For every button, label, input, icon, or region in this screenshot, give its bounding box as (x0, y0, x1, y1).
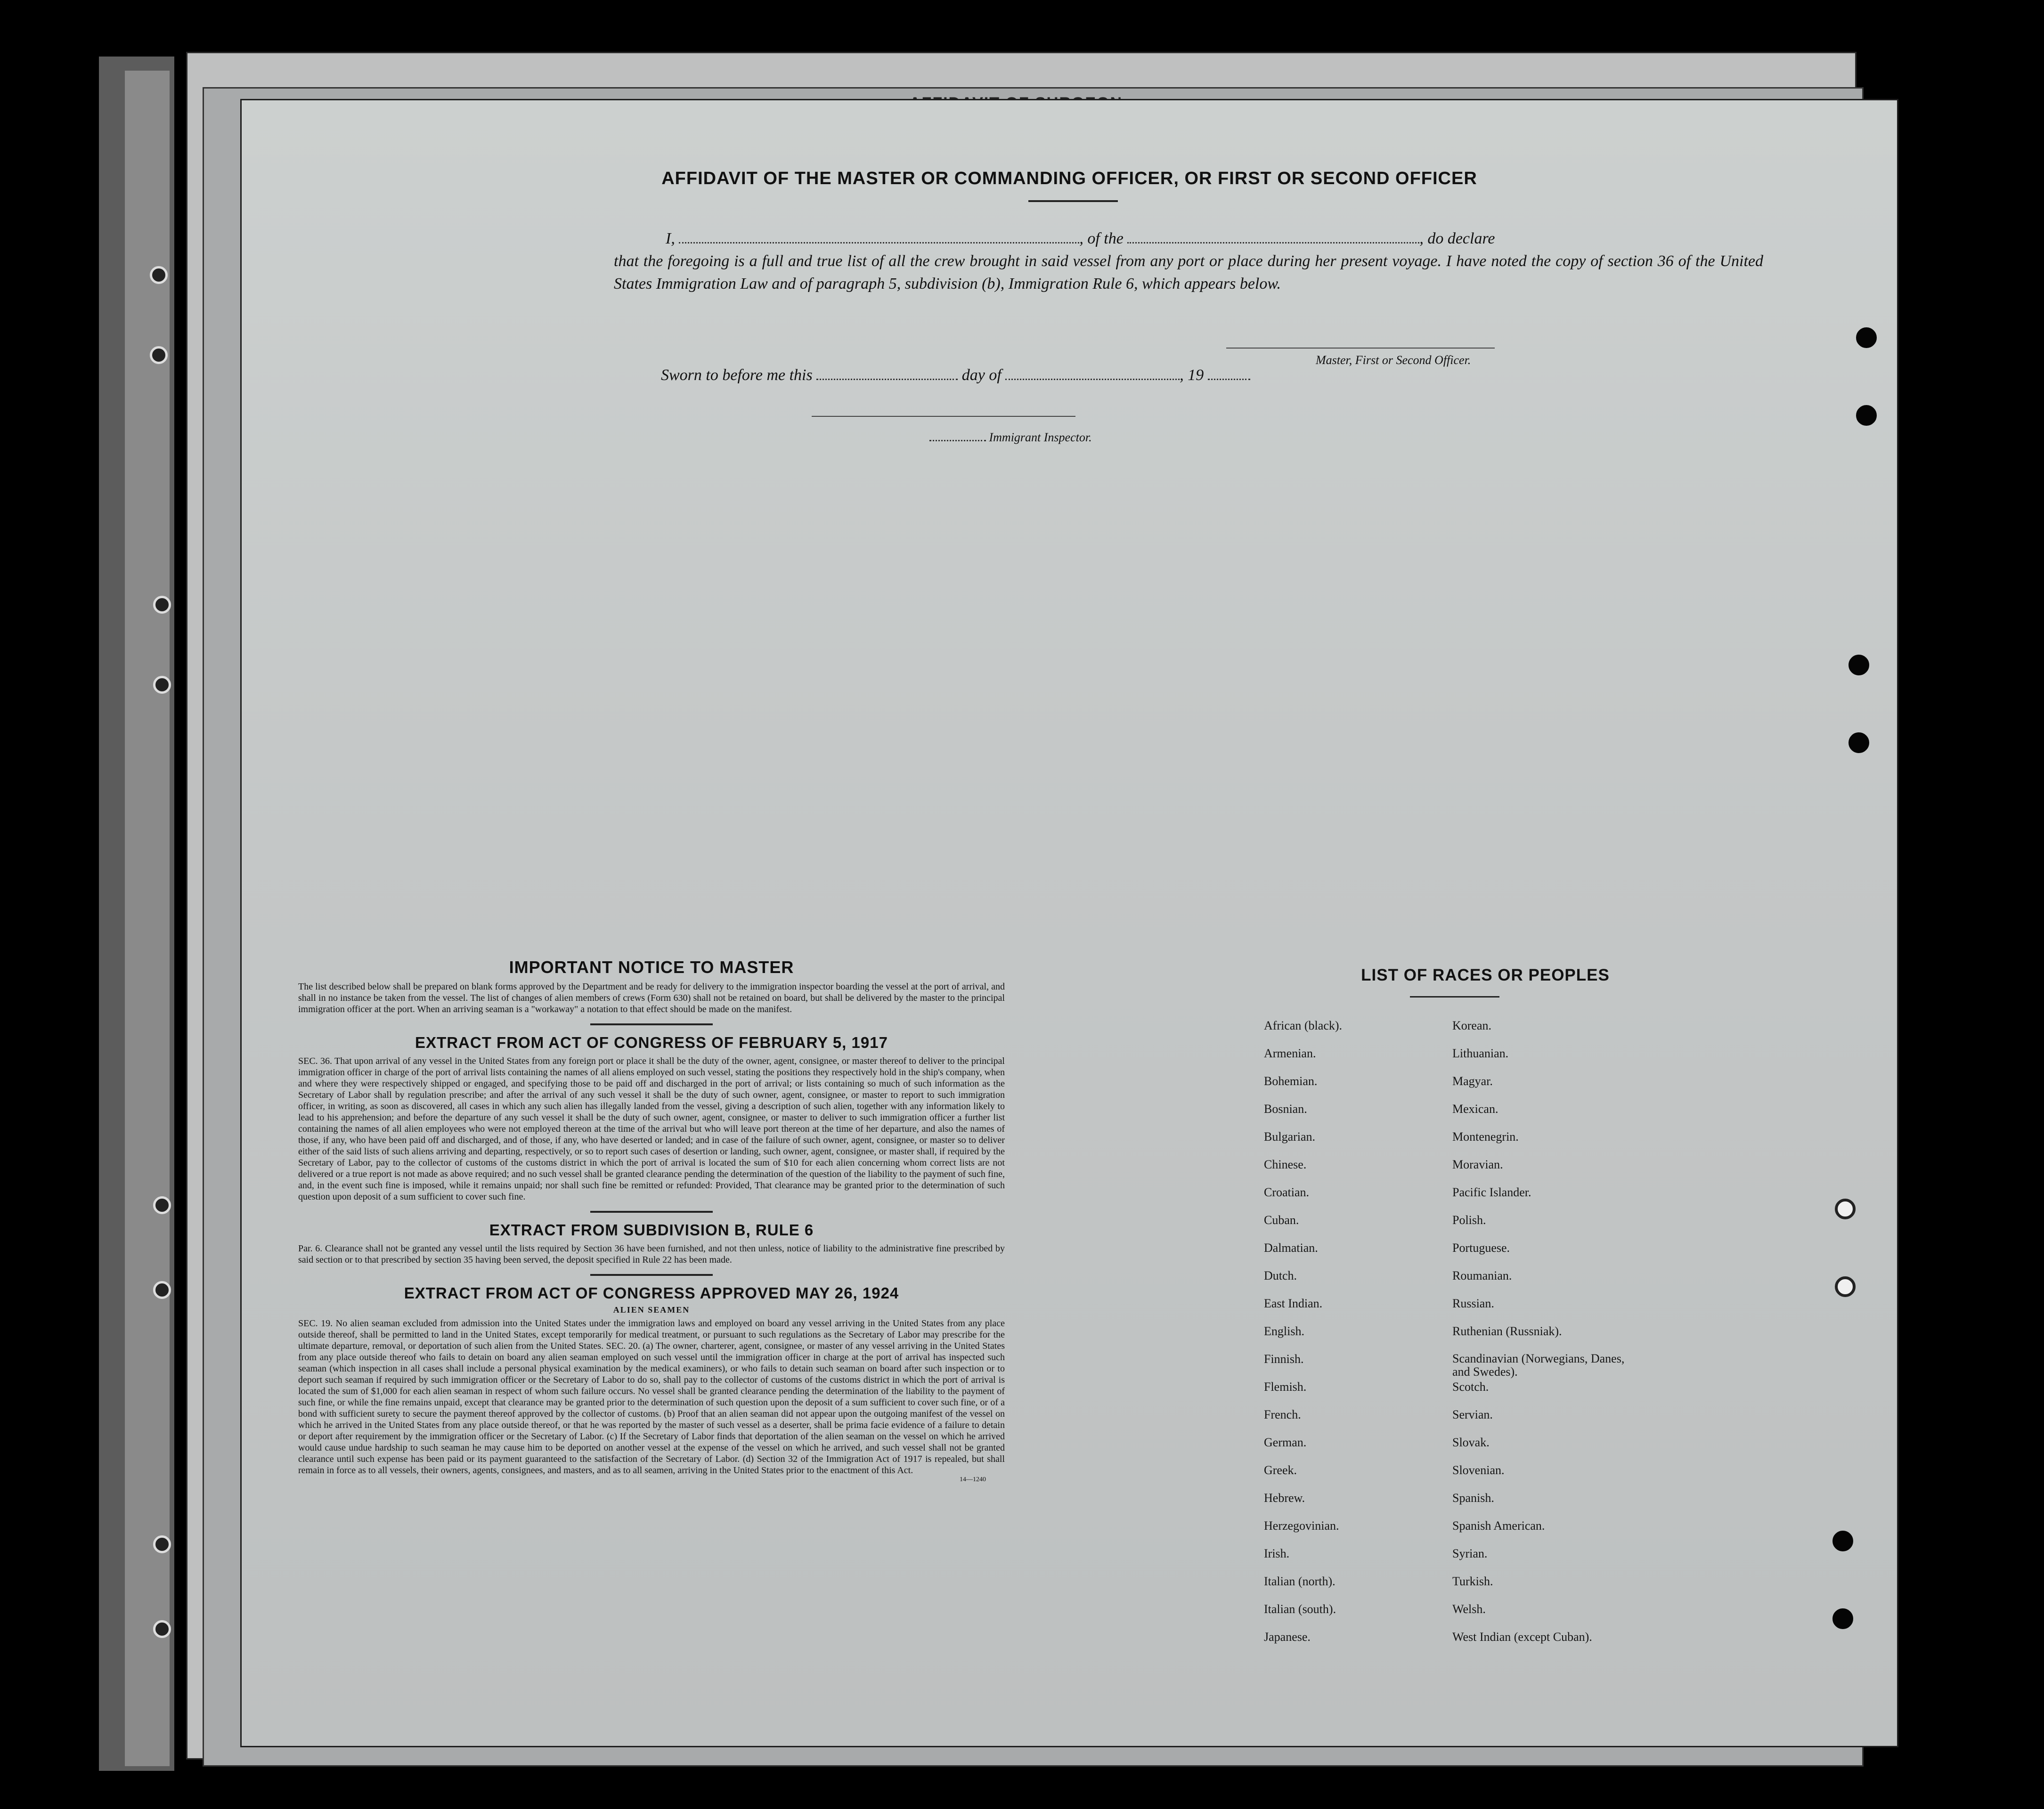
affidavit-title: AFFIDAVIT OF THE MASTER OR COMMANDING OFFICER, OR FIRST OR SECOND OFFICER (661, 169, 1477, 188)
extract1-title: EXTRACT FROM ACT OF CONGRESS OF FEBRUARY 5, 1917 (415, 1034, 888, 1051)
race-item: Spanish. (1452, 1491, 1494, 1505)
sworn-day: day of (961, 366, 1002, 384)
race-item: Pacific Islander. (1452, 1185, 1531, 1199)
punch-hole-icon (1832, 1531, 1853, 1551)
extract2-title: EXTRACT FROM SUBDIVISION B, RULE 6 (489, 1221, 814, 1239)
notice-title: IMPORTANT NOTICE TO MASTER (509, 957, 794, 977)
extract3-subtitle: ALIEN SEAMEN (613, 1305, 690, 1314)
signature-label: Master, First or Second Officer. (1316, 353, 1471, 367)
affidavit-of-the: , of the (1079, 230, 1124, 247)
race-item: Magyar. (1452, 1074, 1493, 1088)
binder-ring-icon (153, 596, 171, 614)
notices-column (298, 957, 1005, 1484)
sworn-prefix: Sworn to before me this (661, 366, 813, 384)
binder-ring-icon (153, 1620, 171, 1638)
race-item: English. (1264, 1324, 1304, 1338)
race-item: Slovak. (1452, 1436, 1490, 1449)
race-item: Armenian. (1264, 1046, 1316, 1060)
binder-edge-inner (125, 71, 170, 1766)
divider (590, 1274, 713, 1276)
punch-hole-icon (1856, 405, 1877, 426)
race-item: Russian. (1452, 1297, 1494, 1310)
inspector-label (929, 426, 1092, 449)
race-item: Welsh. (1452, 1602, 1486, 1616)
race-item: Finnish. (1264, 1352, 1304, 1366)
punch-hole-icon (1835, 1276, 1856, 1297)
race-item: East Indian. (1264, 1297, 1323, 1310)
vessel-blank (1127, 242, 1419, 243)
punch-hole-icon (1856, 327, 1877, 348)
race-item: Greek. (1264, 1463, 1297, 1477)
race-item: Mexican. (1452, 1102, 1498, 1116)
race-item: Cuban. (1264, 1213, 1299, 1227)
inspector-line (812, 416, 1075, 417)
race-item: Herzegovinian. (1264, 1519, 1339, 1533)
race-item: African (black). (1264, 1019, 1343, 1032)
affidavit-i: I, (666, 230, 675, 247)
inspector-text: Immigrant Inspector. (989, 430, 1092, 444)
extract2-text: Par. 6. Clearance shall not be granted any vessel until the lists required by Section 36 have been furnished, and not then unless, notice of liability to the administrative fine prescribed by said section or to that prescribed by section 35 having been served, the deposit specified in Rule 22 has been made. (298, 1243, 1005, 1265)
binder-ring-icon (153, 1535, 171, 1553)
races-rule (1410, 996, 1499, 998)
race-item: Portuguese. (1452, 1241, 1510, 1255)
race-item: Dalmatian. (1264, 1241, 1318, 1255)
race-item: Hebrew. (1264, 1491, 1305, 1505)
divider (590, 1023, 713, 1025)
affidavit-declaration (614, 227, 1763, 295)
binder-ring-icon (153, 676, 171, 694)
affidavit-body: that the foregoing is a full and true list of all the crew brought in said vessel from any port or place during her present voyage. I have noted the copy of section 36 of the United States Immigration Law and of paragraph 5, subdivision (b), Immigration Rule 6, which appears below. (614, 252, 1763, 292)
extract3-title: EXTRACT FROM ACT OF CONGRESS APPROVED MAY 26, 1924 (404, 1284, 899, 1302)
form-number: 14—1240 (960, 1476, 986, 1483)
race-item: Korean. (1452, 1019, 1492, 1032)
race-item: Spanish American. (1452, 1519, 1545, 1533)
race-item: Ruthenian (Russniak). (1452, 1324, 1562, 1338)
binder-ring-icon (153, 1196, 171, 1214)
punch-hole-icon (1832, 1608, 1853, 1629)
race-item: Dutch. (1264, 1269, 1297, 1282)
sworn-year: , 19 (1180, 366, 1204, 384)
race-item: Polish. (1452, 1213, 1486, 1227)
race-item: West Indian (except Cuban). (1452, 1630, 1592, 1644)
race-item: Bohemian. (1264, 1074, 1318, 1088)
race-item: Flemish. (1264, 1380, 1307, 1394)
race-item: Lithuanian. (1452, 1046, 1509, 1060)
year-blank (1208, 379, 1250, 380)
notice-text: The list described below shall be prepared on blank forms approved by the Department and be ready for delivery to the immigration inspector boarding the vessel at the port of arrival, and shall in no instance be taken from the vessel. The list of changes of alien members of crews (Form 630) shall not be retained on board, but shall be delivered by the master to the principal immigration officer at the port. When an arriving seaman is a "workaway" a notation to that effect should be made on the manifest. (298, 982, 1005, 1014)
extract3-text: SEC. 19. No alien seaman excluded from admission into the United States under the immigration laws and employed on board any vessel arriving in the United States from any place outside thereof, shall be permitted to land in the United States, except temporarily for medical treatment, or pursuant to such regulations as the Secretary of Labor may prescribe for the ultimate departure, removal, or deportation of such alien from the United States. SEC. 20. (a) The owner, charterer, agent, consignee, or master of any vessel arriving in the United States from any place outside thereof who fails to detain on board any alien seaman employed on such vessel until the immigration officer in charge at the port of arrival has inspected such seaman (which inspection in all cases shall include a personal physical examination by the medical examiners), or who fails to detain such seaman on board after such inspection or to deport such seaman if required by such immigration officer or the Secretary of Labor to do so, shall pay to the collector of customs of the customs district in which the port of arrival is located the sum of $1,000 for each alien seaman in respect of whom such failure occurs. No vessel shall be granted clearance pending the determination of the liability to the payment of such fine, or while the fine remains unpaid, except that clearance may be granted prior to the determination of such question upon the deposit of a sum sufficient to cover such fine, or of a bond with sufficient surety to secure the payment thereof approved by the collector of customs. (b) Proof that an alien seaman did not appear upon the outgoing manifest of the vessel on which he arrived in the United States from any place outside thereof, or that he was reported by the master of such vessel as a deserter, shall be prima facie evidence of a failure to detain or deport after requirement by the immigration officer or the Secretary of Labor. (c) If the Secretary of Labor finds that deportation of the alien seaman on the vessel on which he arrived would cause undue hardship to such seaman he may cause him to be deported on another vessel at the expense of the vessel on which he arrived, and such vessel shall not be granted clearance until such expense has been paid or its payment guaranteed to the satisfaction of the Secretary of Labor. (d) Section 32 of the Immigration Act of 1917 is repealed, but shall remain in force as to all vessels, their owners, agents, consignees, and masters, and as to all seamen, arriving in the United States prior to the enactment of this Act. (298, 1318, 1005, 1476)
race-item: Irish. (1264, 1547, 1290, 1560)
race-item: Servian. (1452, 1408, 1493, 1421)
race-item: German. (1264, 1436, 1307, 1449)
name-blank (679, 242, 1079, 243)
month-blank (1005, 379, 1180, 380)
signature-line (1226, 348, 1495, 349)
race-item: Slovenian. (1452, 1463, 1505, 1477)
binder-ring-icon (150, 346, 168, 364)
race-item: Bosnian. (1264, 1102, 1307, 1116)
punch-hole-icon (1835, 1199, 1856, 1219)
sworn-line (661, 364, 1273, 387)
race-item: Italian (north). (1264, 1574, 1336, 1588)
affidavit-page (240, 99, 1898, 1747)
divider (590, 1211, 713, 1213)
race-item: Scandinavian (Norwegians, Danes, and Swedes). (1452, 1352, 1625, 1379)
race-item: French. (1264, 1408, 1301, 1421)
race-item: Scotch. (1452, 1380, 1489, 1394)
punch-hole-icon (1849, 732, 1869, 753)
race-item: Bulgarian. (1264, 1130, 1316, 1144)
punch-hole-icon (1849, 655, 1869, 675)
extract1-text: SEC. 36. That upon arrival of any vessel in the United States from any foreign port or place it shall be the duty of the owner, agent, consignee, or master thereof to deliver to the principal immigration officer in charge of the port of arrival lists containing the names of all aliens employed on such vessel, stating the positions they respectively hold in the ship's company, when and where they were respectively shipped or engaged, and specifying those to be paid off and discharged in the port of arrival; or lists containing so much of such information as the Secretary of Labor shall by regulation prescribe; and after the arrival of any such vessel it shall be the duty of such owner, agent, consignee, or master to report to such immigration officer, in writing, as soon as discovered, all cases in which any such alien has illegally landed from the vessel, giving a description of such alien, together with any information likely to lead to his apprehension; and before the departure of any such vessel it shall be the duty of such owner, agent, consignee, or master to deliver to such immigration officer a further list containing the names of all alien employees who were not employed thereon at the time of the arrival but who will leave port thereon at the time of her departure, and also the names of those, if any, who have been paid off and discharged, and of those, if any, who have deserted or landed; and in case of the failure of such owner, agent, consignee, or master so to deliver either of the said lists of such aliens arriving and departing, respectively, or so to report such cases of desertion or landing, such owner, agent, consignee, or master shall, if required by the Secretary of Labor, pay to the collector of customs of the customs district in which the port of arrival is located the sum of $10 for each alien concerning whom correct lists are not delivered or a true report is not made as above required; and no such vessel shall be granted clearance pending the determination of the question of the liability to the payment of such fine, and, in the event such fine is imposed, while it remains unpaid; nor shall such fine be remitted or refunded: Provided, That clearance may be granted prior to the determination of such question upon deposit of a sum sufficient to cover such fine. (298, 1056, 1005, 1202)
binder-ring-icon (150, 266, 168, 284)
title-rule (1028, 200, 1118, 202)
race-item: Chinese. (1264, 1158, 1307, 1171)
affidavit-declare: , do declare (1419, 230, 1495, 247)
race-item: Syrian. (1452, 1547, 1488, 1560)
race-item: Croatian. (1264, 1185, 1310, 1199)
inspector-dots (929, 440, 986, 441)
race-item: Montenegrin. (1452, 1130, 1519, 1144)
binder-ring-icon (153, 1281, 171, 1299)
race-item: Japanese. (1264, 1630, 1311, 1644)
day-blank (816, 379, 958, 380)
race-item: Turkish. (1452, 1574, 1493, 1588)
races-title: LIST OF RACES OR PEOPLES (1361, 966, 1610, 984)
race-item: Roumanian. (1452, 1269, 1512, 1282)
race-item: Italian (south). (1264, 1602, 1336, 1616)
race-item: Moravian. (1452, 1158, 1503, 1171)
